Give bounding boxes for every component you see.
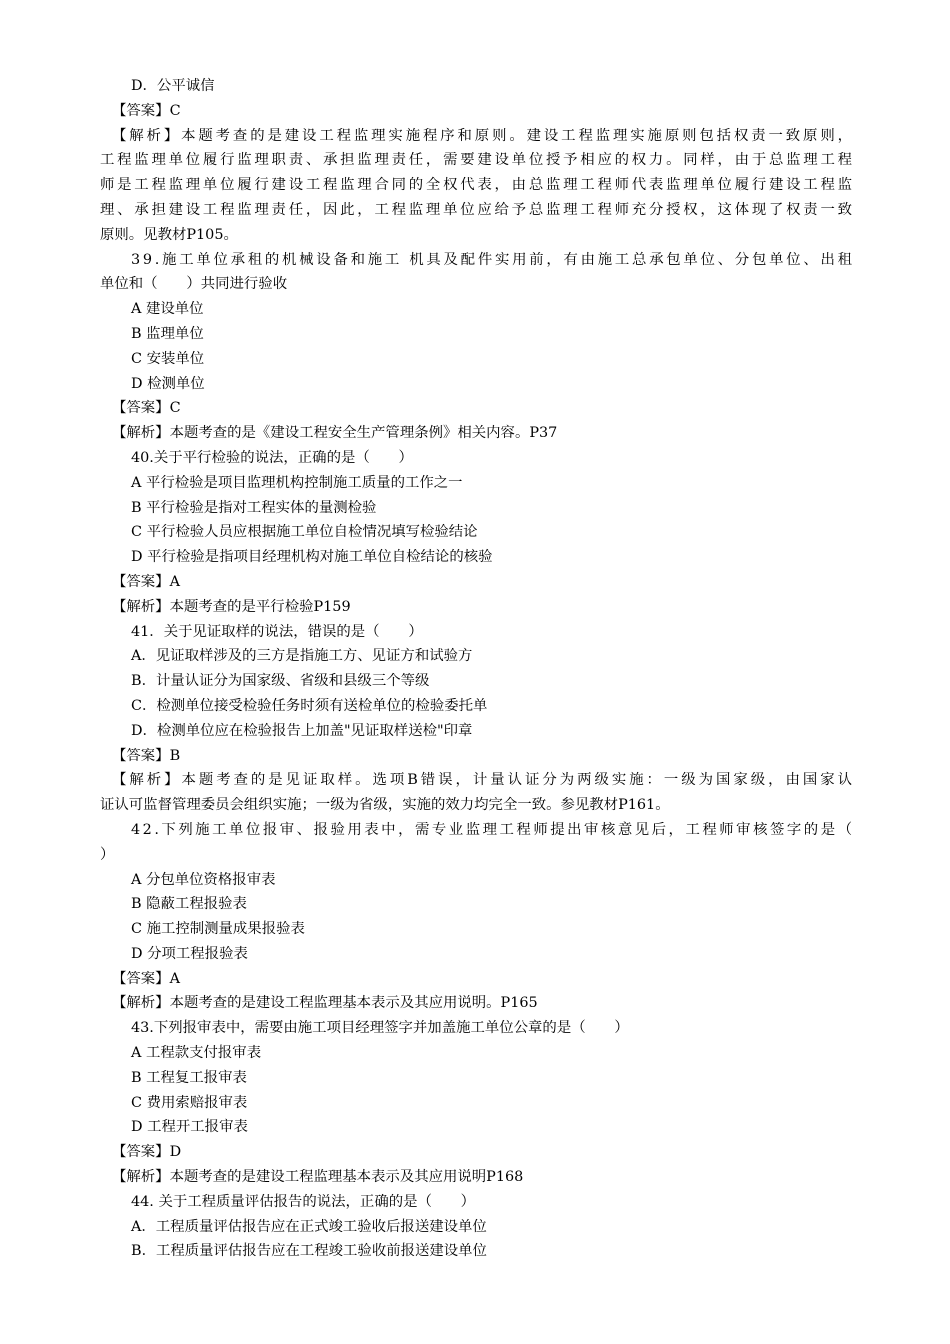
text-line [0, 272, 950, 297]
line-text: C．检测单位接受检验任务时须有送检单位的检验委托单 [131, 697, 488, 714]
line-text: 【解析】本题考查的是平行检验P159 [112, 598, 351, 615]
line-text: 证认可监督管理委员会组织实施；一级为省级，实施的效力均完全一致。参见教材P161。 [100, 797, 670, 814]
text-line [0, 1041, 950, 1066]
text-line [0, 768, 950, 793]
line-text: 【答案】C [112, 102, 181, 119]
text-line [0, 868, 950, 893]
text-line [0, 892, 950, 917]
text-line [0, 694, 950, 719]
line-text: 43.下列报审表中，需要由施工项目经理签字并加盖施工单位公章的是（ ） [131, 1020, 629, 1037]
line-text: C 费用索赔报审表 [131, 1094, 248, 1111]
text-line [0, 595, 950, 620]
text-line [0, 421, 950, 446]
line-text: 单位和（ ）共同进行验收 [100, 276, 288, 293]
text-line [0, 570, 950, 595]
line-text: 【答案】C [112, 400, 181, 417]
text-line [0, 818, 950, 843]
text-line [0, 74, 950, 99]
line-text: B 监理单位 [131, 325, 204, 342]
line-text: D．检测单位应在检验报告上加盖"见证取样送检"印章 [131, 722, 473, 739]
document-page [0, 74, 950, 1264]
text-line [0, 719, 950, 744]
text-line [0, 1239, 950, 1264]
text-line [0, 744, 950, 769]
text-line [0, 991, 950, 1016]
line-text: D 检测单位 [131, 375, 205, 392]
line-text: D 平行检验是指项目经理机构对施工单位自检结论的核验 [131, 549, 493, 566]
text-line [0, 644, 950, 669]
text-line [0, 545, 950, 570]
text-line [0, 1115, 950, 1140]
line-text: 【答案】A [112, 970, 180, 987]
line-text: B．工程质量评估报告应在工程竣工验收前报送建设单位 [131, 1243, 487, 1260]
line-text: 42.下列施工单位报审、报验用表中，需专业监理工程师提出审核意见后，工程师审核签字的是（ [131, 821, 855, 838]
text-line [0, 173, 950, 198]
text-line [0, 669, 950, 694]
line-text: 40.关于平行检验的说法，正确的是（ ） [131, 449, 413, 466]
text-line [0, 917, 950, 942]
line-text: B．计量认证分为国家级、省级和县级三个等级 [131, 673, 430, 690]
line-text: A 平行检验是项目监理机构控制施工质量的工作之一 [131, 474, 463, 491]
line-text: C 平行检验人员应根据施工单位自检情况填写检验结论 [131, 524, 478, 541]
text-line [0, 1215, 950, 1240]
line-text: 【解析】本题考查的是建设工程监理基本表示及其应用说明P168 [112, 1169, 524, 1186]
text-line [0, 1140, 950, 1165]
text-line [0, 322, 950, 347]
line-text: 【解析】本题考查的是建设工程监理基本表示及其应用说明。P165 [112, 995, 538, 1012]
line-text: A 分包单位资格报审表 [131, 871, 276, 888]
line-text: D．公平诚信 [131, 78, 215, 94]
line-text: A．工程质量评估报告应在正式竣工验收后报送建设单位 [131, 1218, 487, 1235]
text-line [0, 198, 950, 223]
line-text: 【答案】D [112, 1144, 182, 1161]
text-line [0, 372, 950, 397]
line-text: A 建设单位 [131, 301, 204, 318]
line-text: C 安装单位 [131, 350, 205, 367]
line-text: 【解析】本题考查的是建设工程监理实施程序和原则。建设工程监理实施原则包括权责一致原则， [112, 127, 855, 144]
line-text: 【解析】本题考查的是《建设工程安全生产管理条例》相关内容。P37 [112, 425, 558, 442]
line-text: B 平行检验是指对工程实体的量测检验 [131, 499, 377, 516]
line-text: 【解析】本题考查的是见证取样。选项B错误，计量认证分为两级实施：一级为国家级，由国家认 [112, 772, 855, 789]
text-line [0, 347, 950, 372]
line-text: ） [100, 846, 115, 863]
line-text: 39.施工单位承租的机械设备和施工 机具及配件实用前，有由施工总承包单位、分包单位、出租 [131, 251, 855, 268]
line-text: A 工程款支付报审表 [131, 1045, 262, 1062]
line-text: 【答案】B [112, 747, 181, 764]
line-text: D 分项工程报验表 [131, 945, 248, 962]
text-line [0, 520, 950, 545]
text-line [0, 248, 950, 273]
text-line [0, 223, 950, 248]
text-line [0, 942, 950, 967]
line-text: A．见证取样涉及的三方是指施工方、见证方和试验方 [131, 648, 473, 665]
text-line [0, 1016, 950, 1041]
line-text: D 工程开工报审表 [131, 1119, 248, 1136]
text-line [0, 620, 950, 645]
line-text: B 隐蔽工程报验表 [131, 896, 247, 913]
line-text: 41．关于见证取样的说法，错误的是（ ） [131, 623, 423, 640]
text-line [0, 1091, 950, 1116]
text-line [0, 1165, 950, 1190]
line-text: 理、承担建设工程监理责任，因此，工程监理单位应给予总监理工程师充分授权，这体现了权责一致 [100, 201, 855, 218]
text-line [0, 396, 950, 421]
text-line [0, 446, 950, 471]
text-line [0, 496, 950, 521]
text-line [0, 148, 950, 173]
text-line [0, 1190, 950, 1215]
line-text: 师是工程监理单位履行建设工程监理合同的全权代表，由总监理工程师代表监理单位履行建设工程监 [100, 177, 855, 194]
line-text: 工程监理单位履行监理职责、承担监理责任，需要建设单位授予相应的权力。同样，由于总监理工程 [100, 152, 855, 169]
text-line [0, 967, 950, 992]
text-line [0, 297, 950, 322]
line-text: 44. 关于工程质量评估报告的说法，正确的是（ ） [131, 1193, 476, 1210]
text-line [0, 471, 950, 496]
line-text: 【答案】A [112, 573, 180, 590]
line-text: 原则。见教材P105。 [100, 226, 238, 243]
text-line [0, 843, 950, 868]
text-line [0, 99, 950, 124]
line-text: B 工程复工报审表 [131, 1069, 247, 1086]
line-text: C 施工控制测量成果报验表 [131, 921, 305, 938]
text-line [0, 793, 950, 818]
text-line [0, 124, 950, 149]
text-line [0, 1066, 950, 1091]
